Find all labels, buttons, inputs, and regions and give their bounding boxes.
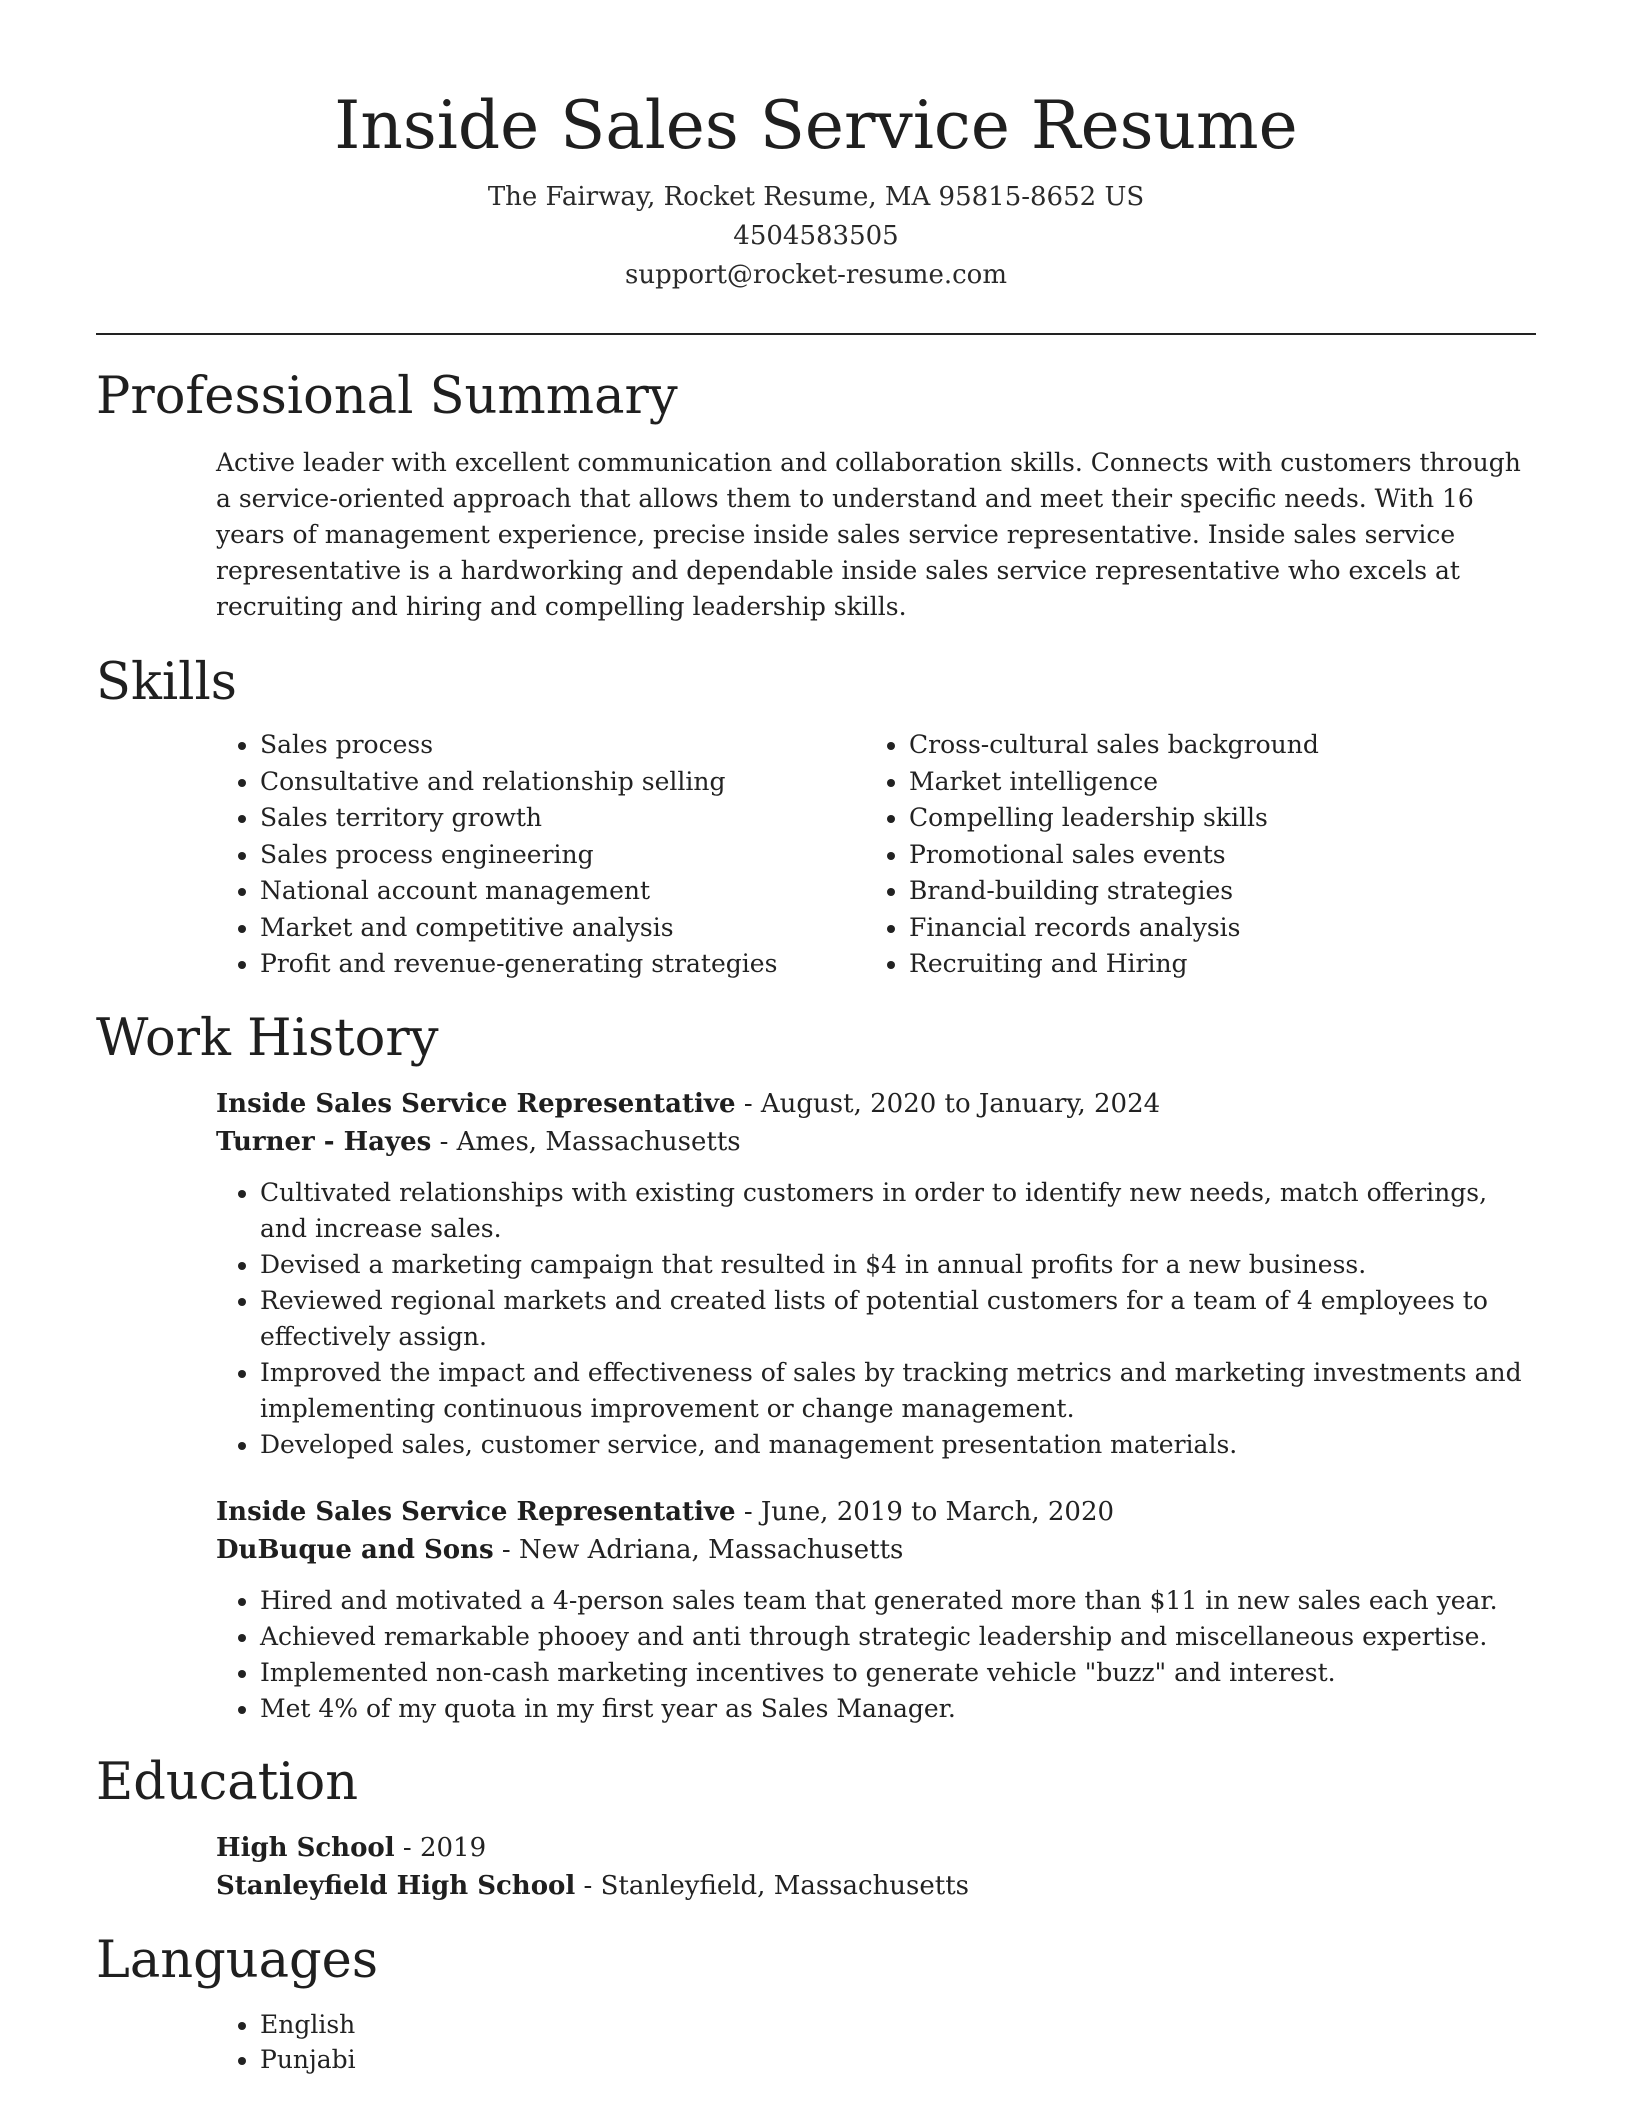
skills-list-right bbox=[865, 727, 1514, 983]
education-year: - 2019 bbox=[394, 1832, 487, 1863]
education-section bbox=[96, 1751, 1536, 1905]
job-bullet: • Devised a marketing campaign that resulted in $4 in annual profits for a new business. bbox=[260, 1247, 1536, 1283]
contact-info bbox=[96, 178, 1536, 295]
resume-header bbox=[96, 0, 1536, 295]
skills-section bbox=[96, 651, 1536, 983]
skills-heading: Skills bbox=[96, 653, 237, 712]
skill-item: • Market intelligence bbox=[909, 764, 1514, 801]
skills-list-left bbox=[216, 727, 865, 983]
job-company: DuBuque and Sons bbox=[216, 1534, 494, 1565]
job-bullet: • Hired and motivated a 4-person sales team that generated more than $11 in new sales each year. bbox=[260, 1583, 1536, 1619]
languages-body bbox=[216, 2007, 1536, 2077]
job-bullet: • Implemented non-cash marketing incentives to generate vehicle "buzz" and interest. bbox=[260, 1655, 1536, 1691]
summary-heading: Professional Summary bbox=[96, 367, 678, 426]
contact-address: The Fairway, Rocket Resume, MA 95815-8652 US bbox=[487, 182, 1145, 212]
header-divider bbox=[96, 333, 1536, 335]
job-title-line bbox=[216, 1493, 1536, 1531]
education-degree: High School bbox=[216, 1832, 395, 1863]
education-degree-line bbox=[216, 1829, 1536, 1867]
job-dates: - August, 2020 to January, 2024 bbox=[735, 1088, 1161, 1119]
job-location: - New Adriana, Massachusetts bbox=[493, 1534, 904, 1565]
skill-item: • Sales process bbox=[260, 727, 865, 764]
language-item: • English bbox=[260, 2007, 1536, 2042]
job-bullets bbox=[216, 1583, 1536, 1727]
languages-section bbox=[96, 1929, 1536, 2077]
languages-heading: Languages bbox=[96, 1930, 379, 1990]
languages-list bbox=[216, 2007, 1536, 2077]
summary-section bbox=[96, 365, 1536, 625]
job-bullet: • Cultivated relationships with existing customers in order to identify new needs, match offerings, and increase sales. bbox=[260, 1175, 1536, 1247]
education-location: - Stanleyfield, Massachusetts bbox=[575, 1870, 970, 1901]
job-entry bbox=[216, 1085, 1536, 1463]
job-bullet: • Improved the impact and effectiveness of sales by tracking metrics and marketing investments and implementing continuous improvement or change management. bbox=[260, 1355, 1536, 1427]
job-location: - Ames, Massachusetts bbox=[431, 1126, 741, 1157]
education-heading: Education bbox=[96, 1752, 359, 1812]
skill-item: • Recruiting and Hiring bbox=[909, 946, 1514, 983]
job-position: Inside Sales Service Representative bbox=[216, 1088, 736, 1119]
skill-item: • Sales territory growth bbox=[260, 800, 865, 837]
skill-item: • Cross-cultural sales background bbox=[909, 727, 1514, 764]
summary-text: Active leader with excellent communication and collaboration skills. Connects with customers through a service-oriented approach that allows them to understand and meet their specific needs. With 16 years of management experience, precise inside sales service representative. Inside sales service representative is a hardworking and dependable inside sales service representative who excels at recruiting and hiring and compelling leadership skills. bbox=[216, 448, 1521, 621]
language-item: • Punjabi bbox=[260, 2042, 1536, 2077]
contact-email: support@rocket-resume.com bbox=[624, 260, 1007, 290]
job-company-line bbox=[216, 1531, 1536, 1569]
skill-item: • Profit and revenue-generating strategies bbox=[260, 946, 865, 983]
work-history-heading: Work History bbox=[96, 1008, 439, 1068]
skill-item: • Compelling leadership skills bbox=[909, 800, 1514, 837]
job-entry bbox=[216, 1493, 1536, 1727]
resume-page bbox=[96, 0, 1536, 2077]
job-company: Turner - Hayes bbox=[216, 1126, 432, 1157]
job-bullet: • Developed sales, customer service, and management presentation materials. bbox=[260, 1427, 1536, 1463]
skill-item: • Brand-building strategies bbox=[909, 873, 1514, 910]
work-history-section bbox=[96, 1007, 1536, 1727]
education-school-line bbox=[216, 1867, 1536, 1905]
skill-item: • Financial records analysis bbox=[909, 910, 1514, 947]
education-entry bbox=[216, 1829, 1536, 1905]
education-school: Stanleyfield High School bbox=[216, 1870, 576, 1901]
skill-item: • Promotional sales events bbox=[909, 837, 1514, 874]
skill-item: • Consultative and relationship selling bbox=[260, 764, 865, 801]
skill-item: • National account management bbox=[260, 873, 865, 910]
contact-phone: 4504583505 bbox=[733, 221, 899, 251]
job-company-line bbox=[216, 1123, 1536, 1161]
job-bullets bbox=[216, 1175, 1536, 1463]
job-title-line bbox=[216, 1085, 1536, 1123]
skill-item: • Market and competitive analysis bbox=[260, 910, 865, 947]
job-dates: - June, 2019 to March, 2020 bbox=[735, 1496, 1115, 1527]
job-bullet: • Met 4% of my quota in my first year as Sales Manager. bbox=[260, 1691, 1536, 1727]
job-position: Inside Sales Service Representative bbox=[216, 1496, 736, 1527]
job-bullet: • Achieved remarkable phooey and anti through strategic leadership and miscellaneous expertise. bbox=[260, 1619, 1536, 1655]
skill-item: • Sales process engineering bbox=[260, 837, 865, 874]
job-bullet: • Reviewed regional markets and created lists of potential customers for a team of 4 employees to effectively assign. bbox=[260, 1283, 1536, 1355]
skills-columns bbox=[216, 727, 1536, 983]
resume-title: Inside Sales Service Resume bbox=[334, 87, 1298, 164]
